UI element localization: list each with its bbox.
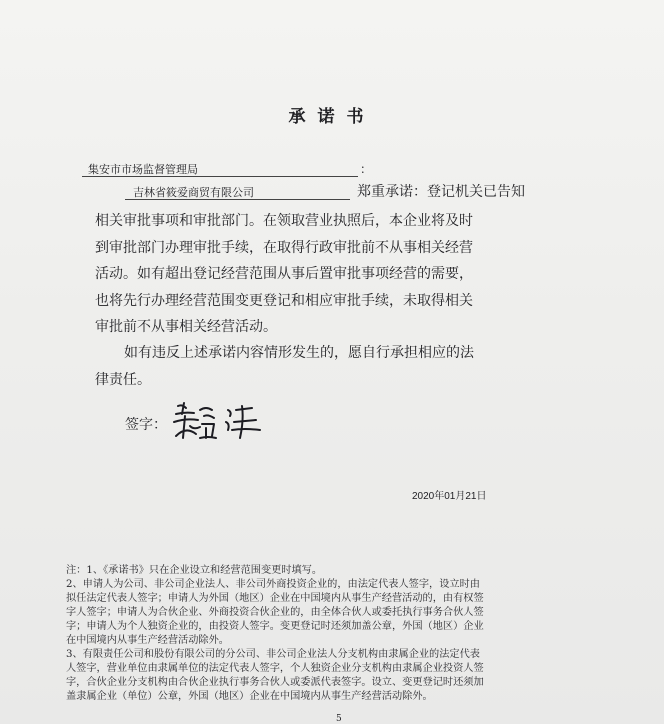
pledge-line-4: 活动。如有超出登记经营范围从事后置审批事项经营的需要， — [95, 266, 473, 282]
pledge-line-3: 到审批部门办理审批手续，在取得行政审批前不从事相关经营 — [95, 240, 473, 256]
signature-label: 签字： — [125, 417, 167, 433]
note-line-9: 字，合伙企业分支机构由合伙企业执行事务合伙人或委派代表签字。设立、变更登记时还须加 — [66, 677, 484, 688]
signing-date: 2020年01月21日 — [412, 491, 487, 502]
document-title: 承诺书 — [288, 107, 376, 127]
addressee-authority: 集安市市场监督管理局 — [88, 163, 198, 176]
pledge-line-8: 律责任。 — [95, 372, 151, 388]
page-number: 5 — [336, 714, 342, 724]
pledge-line-7: 如有违反上述承诺内容情形发生的，愿自行承担相应的法 — [124, 345, 474, 361]
note-line-8: 人签字，营业单位由隶属单位的法定代表人签字，个人独资企业分支机构由隶属企业投资人签 — [66, 663, 484, 674]
pledge-line-1: 郑重承诺：登记机关已告知 — [357, 184, 525, 200]
note-line-2: 2、申请人为公司、非公司企业法人、非公司外商投资企业的，由法定代表人签字，设立时由 — [66, 579, 480, 590]
note-line-4: 字人签字；申请人为合伙企业、外商投资合伙企业的，由全体合伙人或委托执行事务合伙人签 — [66, 607, 484, 618]
pledge-line-2: 相关审批事项和审批部门。在领取营业执照后，本企业将及时 — [95, 213, 473, 229]
note-line-7: 3、有限责任公司和股份有限公司的分公司、非公司企业法人分支机构由隶属企业的法定代表 — [66, 649, 480, 660]
note-line-1: 注：1、《承诺书》只在企业设立和经营范围变更时填写。 — [66, 565, 323, 576]
pledge-line-5: 也将先行办理经营范围变更登记和相应审批手续，未取得相关 — [95, 293, 473, 309]
handwritten-signature — [170, 400, 270, 442]
note-line-5: 字；申请人为个人独资企业的，由投资人签字。变更登记时还须加盖公章，外国（地区）企业 — [66, 621, 484, 632]
note-line-10: 盖隶属企业（单位）公章，外国（地区）企业在中国境内从事生产经营活动除外。 — [66, 691, 433, 702]
addressee-colon: ： — [360, 162, 373, 176]
note-line-6: 在中国境内从事生产经营活动除外。 — [66, 635, 229, 646]
pledge-line-6: 审批前不从事相关经营活动。 — [95, 319, 277, 335]
company-name: 吉林省筱爱商贸有限公司 — [133, 186, 254, 199]
note-line-3: 拟任法定代表人签字；申请人为外国（地区）企业在中国境内从事生产经营活动的，由有权签 — [66, 593, 484, 604]
